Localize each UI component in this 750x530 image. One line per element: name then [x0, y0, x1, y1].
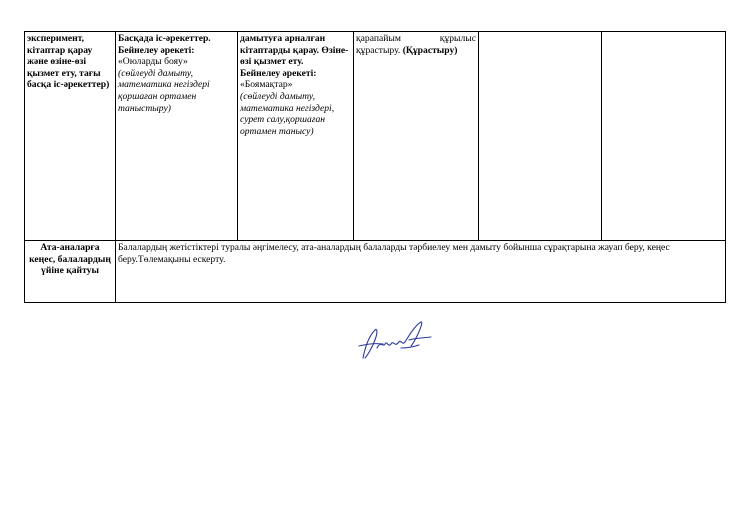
table-row [25, 241, 726, 303]
activity-category-cell [25, 32, 116, 241]
monday-activity-label: Бейнелеу әрекеті: [118, 44, 195, 56]
friday-cell [602, 32, 726, 241]
table-row [25, 32, 726, 241]
monday-note: (сөйлеуді дамыту, математика негіздері қоршаған ортамен таныстыру) [118, 67, 210, 114]
wednesday-cell [354, 32, 479, 241]
wednesday-text-main: қарапайым құрылыс құрастыру. [356, 33, 476, 56]
tuesday-note: (сөйлеуді дамыту, математика негіздері, сурет салу,қоршаған ортамен танысу) [240, 90, 335, 137]
tuesday-heading: дамытуға арналған кітаптарды қарау. Өзіне-өзі қызмет ету. [240, 33, 349, 68]
monday-cell [116, 32, 238, 241]
parents-text-cell [116, 241, 726, 303]
monday-heading: Басқада іс-әрекеттер. [118, 33, 211, 44]
wednesday-text-bold: (Құрастыру) [402, 44, 458, 56]
tuesday-activity-label: Бейнелеу әрекеті: [240, 67, 317, 79]
parents-text: Балалардың жетістіктері туралы әңгімелесу, ата-аналардың балаларды тәрбиелеу мен дамыту бойынша сұрақтарына жауап беру, кеңес беру.Төлемақыны ескерту. [118, 242, 670, 265]
tuesday-cell [238, 32, 354, 241]
parents-label: Ата-аналарға кеңес, балалардың үйіне қайтуы [29, 242, 111, 277]
daily-plan-table [24, 31, 726, 303]
activity-category-text: эксперимент, кітаптар қарау және өзіне-өзі қызмет ету, тағы басқа іс-әрекеттер) [27, 33, 110, 91]
monday-title: «Оюларды бояу» [118, 56, 188, 68]
wednesday-text [356, 33, 476, 56]
parents-label-cell [25, 241, 116, 303]
thursday-cell [479, 32, 602, 241]
signature [355, 318, 435, 363]
tuesday-title: «Боямақтар» [240, 79, 293, 91]
